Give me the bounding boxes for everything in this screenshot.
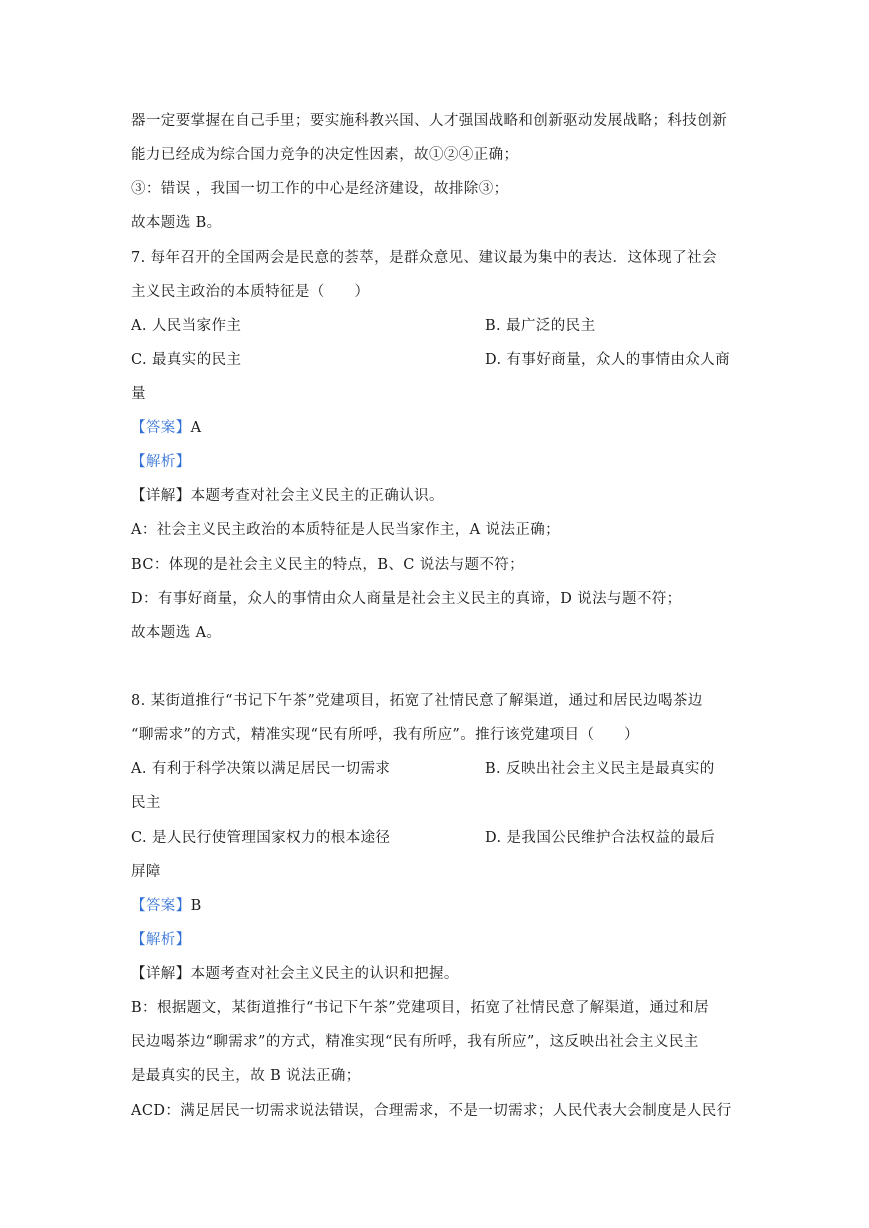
option-c: C. 是人民行使管理国家权力的根本途径 [131,830,391,846]
detail-line: 故本题选 A。 [131,625,222,641]
detail-line: B：根据题文，某街道推行“书记下午茶”党建项目，拓宽了社情民意了解渠道，通过和居 [131,1000,709,1016]
detail-line: A：社会主义民主政治的本质特征是人民当家作主，A 说法正确； [131,522,561,538]
answer-label: 【答案】 [131,898,191,914]
detail-line: 是最真实的民主，故 B 说法正确； [131,1068,361,1084]
text-line: 故本题选 B。 [131,215,222,231]
answer-value: B [190,898,202,914]
option-d: D. 有事好商量，众人的事情由众人商 [485,352,731,368]
answer-line [131,418,201,438]
detail-line: D：有事好商量，众人的事情由众人商量是社会主义民主的真谛，D 说法与题不符； [131,591,682,607]
option-d-continued: 屏障 [131,864,161,880]
question-7-stem: 主义民主政治的本质特征是（ ） [131,284,370,300]
text-line: 器一定要掌握在自己手里；要实施科教兴国、人才强国战略和创新驱动发展战略；科技创新 [131,113,727,129]
text-line: ③：错误 ，我国一切工作的中心是经济建设，故排除③； [131,181,509,197]
option-a: A. 人民当家作主 [131,318,242,334]
option-a: A. 有利于科学决策以满足居民一切需求 [131,761,391,777]
answer-value: A [190,420,202,436]
text-line: 能力已经成为综合国力竞争的决定性因素，故①②④正确； [131,147,519,163]
question-8-stem: 8. 某街道推行“书记下午茶”党建项目，拓宽了社情民意了解渠道，通过和居民边喝茶边 [131,693,703,709]
analysis-label: 【解析】 [131,454,191,470]
detail-line: 民边喝茶边“聊需求”的方式，精准实现“民有所呼，我有所应”，这反映出社会主义民主 [131,1034,699,1050]
detail-line: BC：体现的是社会主义民主的特点，B、C 说法与题不符； [131,557,525,573]
detail-line: 【详解】本题考查对社会主义民主的认识和把握。 [131,966,459,982]
option-d-continued: 量 [131,386,146,402]
detail-line: ACD：满足居民一切需求说法错误，合理需求，不是一切需求；人民代表大会制度是人民行 [131,1103,732,1119]
option-b: B. 最广泛的民主 [485,318,596,334]
answer-line [131,896,202,916]
question-8-stem: “聊需求”的方式，精准实现“民有所呼，我有所应”。推行该党建项目（ ） [131,727,640,743]
answer-label: 【答案】 [131,420,191,436]
option-b-continued: 民主 [131,795,161,811]
analysis-label: 【解析】 [131,932,191,948]
question-7-stem: 7. 每年召开的全国两会是民意的荟萃，是群众意见、建议最为集中的表达．这体现了社会 [131,250,717,266]
option-c: C. 最真实的民主 [131,352,242,368]
detail-line: 【详解】本题考查对社会主义民主的正确认识。 [131,488,444,504]
option-d: D. 是我国公民维护合法权益的最后 [485,830,716,846]
option-b: B. 反映出社会主义民主是最真实的 [485,761,715,777]
